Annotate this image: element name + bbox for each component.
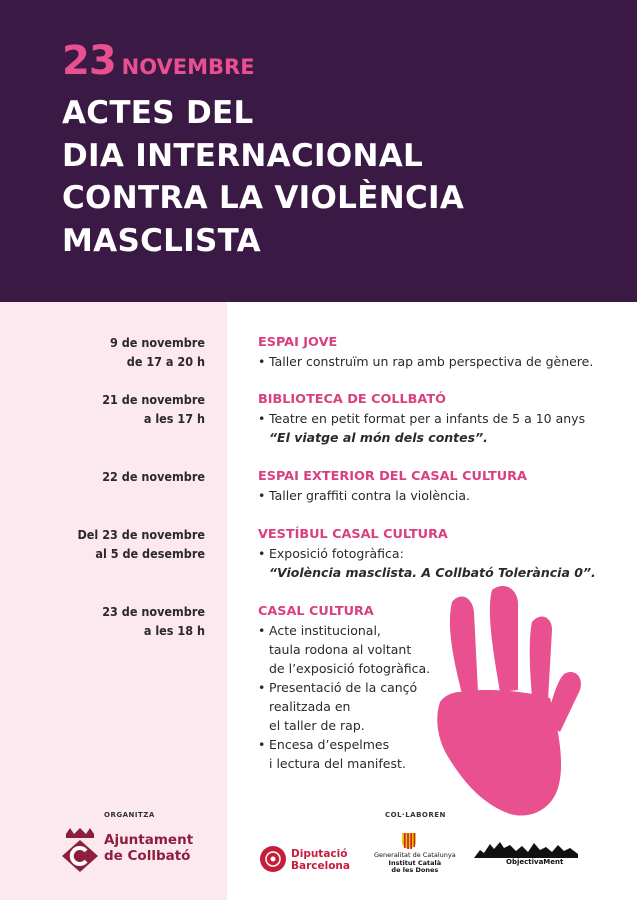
date-line: 9 de novembre bbox=[110, 335, 205, 350]
objectivament-name: ObjectivaMent bbox=[506, 858, 564, 866]
event-quote: “El viatge al món dels contes”. bbox=[269, 430, 488, 445]
ajuntament-logo bbox=[58, 824, 198, 874]
ajuntament-name: Ajuntament de Collbató bbox=[104, 832, 194, 864]
date-line: 23 de novembre bbox=[102, 604, 205, 619]
date-month: NOVEMBRE bbox=[121, 55, 255, 79]
list-item: • Exposició fotogràfica: “Violència masclista. A Collbató Tolerància 0”. bbox=[258, 546, 596, 580]
list-item: • Taller graffiti contra la violència. bbox=[258, 488, 470, 503]
list-item: • Presentació de la cançó realitzada en el taller de rap. bbox=[258, 680, 418, 733]
date-line: a les 17 h bbox=[143, 411, 205, 426]
event-1 bbox=[258, 333, 618, 371]
mountain-skyline-icon bbox=[474, 840, 578, 860]
event-3 bbox=[258, 467, 618, 505]
event-place: CASAL CULTURA bbox=[258, 604, 374, 619]
event-place: ESPAI EXTERIOR DEL CASAL CULTURA bbox=[258, 469, 527, 484]
event-date-1 bbox=[110, 333, 205, 371]
event-place: VESTÍBUL CASAL CULTURA bbox=[258, 527, 448, 542]
col-laboren-label: COL·LABOREN bbox=[385, 811, 446, 819]
date-line: 22 de novembre bbox=[102, 469, 205, 484]
list-item: • Taller construïm un rap amb perspectiva de gènere. bbox=[258, 354, 594, 369]
event-date-5 bbox=[102, 602, 205, 640]
generalitat-name: Generalitat de Catalunya Institut Català de les Dones bbox=[374, 851, 456, 874]
event-place: ESPAI JOVE bbox=[258, 335, 338, 350]
event-date-4 bbox=[77, 525, 205, 563]
event-date bbox=[62, 38, 255, 84]
senyera-shield-icon bbox=[401, 832, 417, 850]
event-place: BIBLIOTECA DE COLLBATÓ bbox=[258, 392, 446, 407]
event-2 bbox=[258, 390, 618, 447]
title-line: DIA INTERNACIONAL bbox=[62, 137, 424, 174]
page-title bbox=[62, 92, 622, 262]
title-line: CONTRA LA VIOLÈNCIA bbox=[62, 180, 465, 216]
event-quote: “Violència masclista. A Collbató Tolerància 0”. bbox=[269, 565, 596, 580]
list-item: • Encesa d’espelmes i lectura del manifest. bbox=[258, 737, 406, 771]
date-day: 23 bbox=[62, 38, 116, 84]
collbato-shield-icon bbox=[60, 826, 100, 872]
list-item: • Teatre en petit format per a infants de 5 a 10 anys “El viatge al món dels contes”. bbox=[258, 411, 586, 445]
diputacio-seal-icon bbox=[259, 845, 287, 873]
date-line: de 17 a 20 h bbox=[126, 354, 205, 369]
title-line: MASCLISTA bbox=[62, 222, 261, 259]
list-item: • Acte institucional, taula rodona al voltant de l’exposició fotogràfica. bbox=[258, 623, 431, 676]
date-line: al 5 de desembre bbox=[95, 546, 205, 561]
date-line: Del 23 de novembre bbox=[77, 527, 205, 542]
event-date-3 bbox=[102, 467, 205, 486]
header-banner bbox=[0, 0, 637, 302]
event-date-2 bbox=[102, 390, 205, 428]
diputacio-name: Diputació Barcelona bbox=[291, 848, 350, 872]
organitza-label: ORGANITZA bbox=[104, 811, 155, 819]
date-line: 21 de novembre bbox=[102, 392, 205, 407]
title-line: ACTES DEL bbox=[62, 95, 254, 131]
event-4 bbox=[258, 525, 618, 582]
pink-hand-print-icon bbox=[432, 582, 582, 822]
date-line: a les 18 h bbox=[143, 623, 205, 638]
